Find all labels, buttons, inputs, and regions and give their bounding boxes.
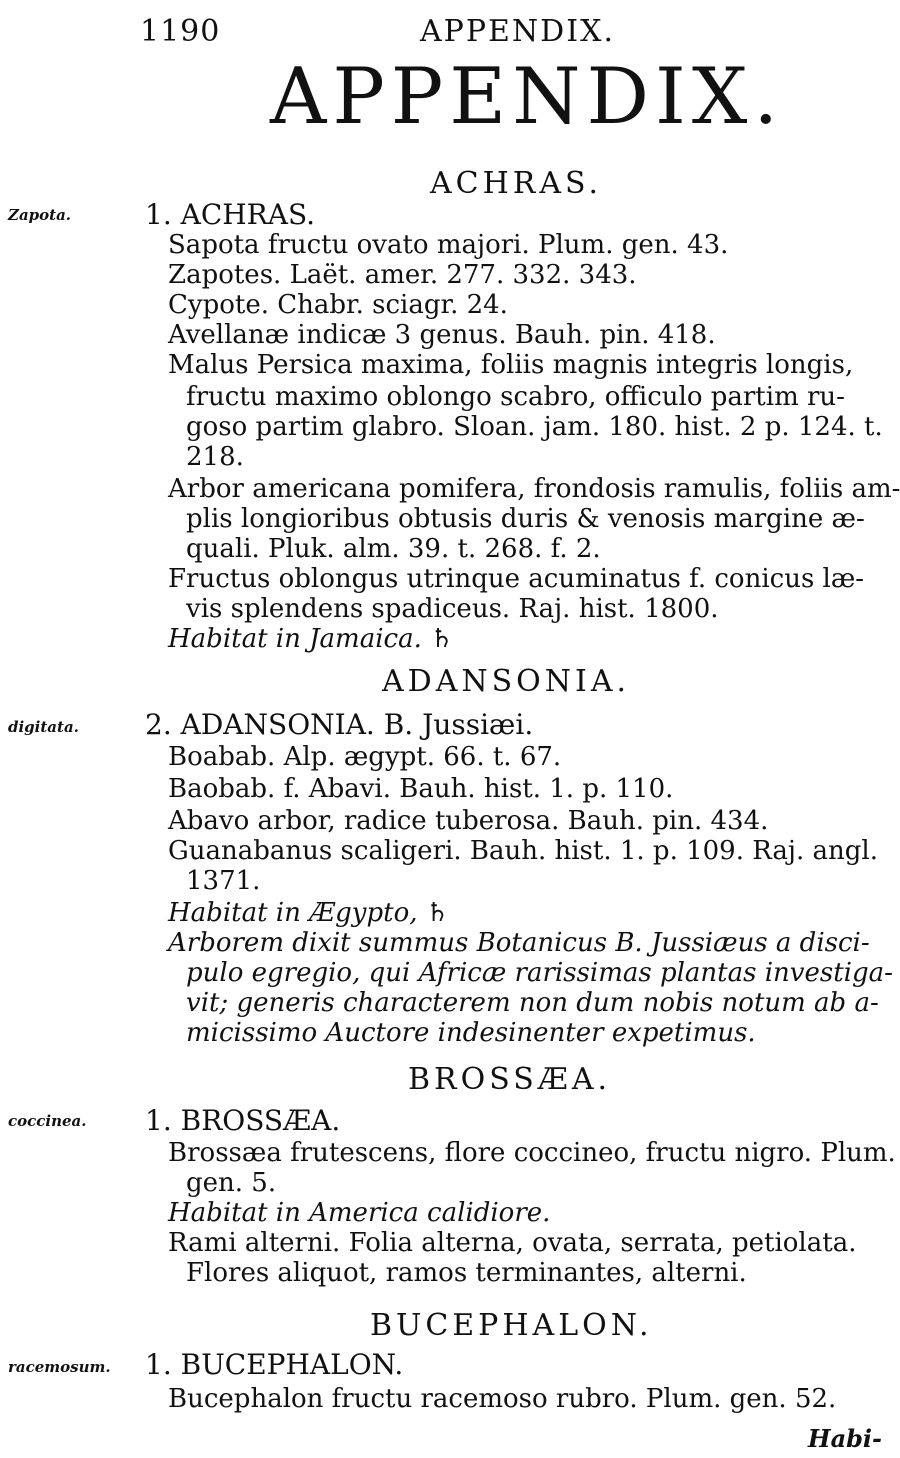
text-line: Brossæa frutescens, flore coccineo, fructu nigro. Plum. — [168, 1138, 896, 1168]
margin-note: racemosum. — [8, 1358, 111, 1376]
margin-note: Zapota. — [8, 206, 72, 224]
text-line: Sapota fructu ovato majori. Plum. gen. 43. — [168, 230, 729, 260]
text-line: Malus Persica maxima, foliis magnis integris longis, — [168, 350, 854, 380]
habitat-line: Habitat in Jamaica. ♄ — [168, 624, 454, 654]
text-line: plis longioribus obtusis duris & venosis margine æ- — [186, 504, 865, 534]
text-line: Arbor americana pomifera, frondosis ramulis, foliis am- — [168, 474, 900, 504]
text-line: 218. — [186, 442, 244, 472]
habitat-line: Habitat in America calidiore. — [168, 1198, 551, 1228]
page-number: 1190 — [140, 14, 221, 49]
habitat-line: Habitat in Ægypto, ♄ — [168, 898, 450, 928]
text-line: fructu maximo oblongo scabro, officulo partim ru- — [186, 382, 845, 412]
text-line: micissimo Auctore indesinenter expetimus. — [186, 1018, 756, 1048]
genus-heading: BROSSÆA. — [408, 1062, 612, 1097]
species-entry: 1. ACHRAS. — [145, 198, 316, 231]
text-line: pulo egregio, qui Africæ rarissimas plantas investiga- — [186, 958, 893, 988]
text-line: Rami alterni. Folia alterna, ovata, serrata, petiolata. — [168, 1228, 857, 1258]
genus-heading: ADANSONIA. — [382, 664, 631, 699]
genus-heading: ACHRAS. — [430, 166, 603, 201]
margin-note: digitata. — [8, 718, 79, 736]
running-header — [0, 8, 900, 48]
text-line: vit; generis characterem non dum nobis notum ab a- — [186, 988, 879, 1018]
text-line: 1371. — [186, 866, 261, 896]
text-line: Cypote. Chabr. sciagr. 24. — [168, 290, 508, 320]
text-line: Bucephalon fructu racemoso rubro. Plum. gen. 52. — [168, 1384, 837, 1414]
genus-heading: BUCEPHALON. — [370, 1308, 653, 1343]
text-line: quali. Pluk. alm. 39. t. 268. f. 2. — [186, 534, 601, 564]
text-line: Boabab. Alp. ægypt. 66. t. 67. — [168, 742, 562, 772]
running-title: APPENDIX. — [420, 14, 615, 49]
text-line: Flores aliquot, ramos terminantes, alterni. — [186, 1258, 747, 1288]
text-line: Arborem dixit summus Botanicus B. Jussiæus a disci- — [168, 928, 870, 958]
text-line: Baobab. f. Abavi. Bauh. hist. 1. p. 110. — [168, 774, 674, 804]
page-title: APPENDIX. — [270, 52, 785, 142]
margin-note: coccinea. — [8, 1112, 87, 1130]
text-line: Fructus oblongus utrinque acuminatus f. conicus læ- — [168, 564, 865, 594]
text-line: Guanabanus scaligeri. Bauh. hist. 1. p. 109. Raj. angl. — [168, 836, 878, 866]
catchword: Habi- — [807, 1424, 882, 1453]
species-entry: 1. BROSSÆA. — [145, 1104, 341, 1137]
text-line: goso partim glabro. Sloan. jam. 180. hist. 2 p. 124. t. — [186, 412, 883, 442]
species-entry: 1. BUCEPHALON. — [145, 1348, 404, 1381]
species-entry: 2. ADANSONIA. B. Jussiæi. — [145, 708, 534, 741]
text-line: vis splendens spadiceus. Raj. hist. 1800. — [186, 594, 719, 624]
text-line: Avellanæ indicæ 3 genus. Bauh. pin. 418. — [168, 320, 716, 350]
text-line: gen. 5. — [186, 1168, 277, 1198]
text-line: Zapotes. Laët. amer. 277. 332. 343. — [168, 260, 637, 290]
text-line: Abavo arbor, radice tuberosa. Bauh. pin. 434. — [168, 806, 769, 836]
